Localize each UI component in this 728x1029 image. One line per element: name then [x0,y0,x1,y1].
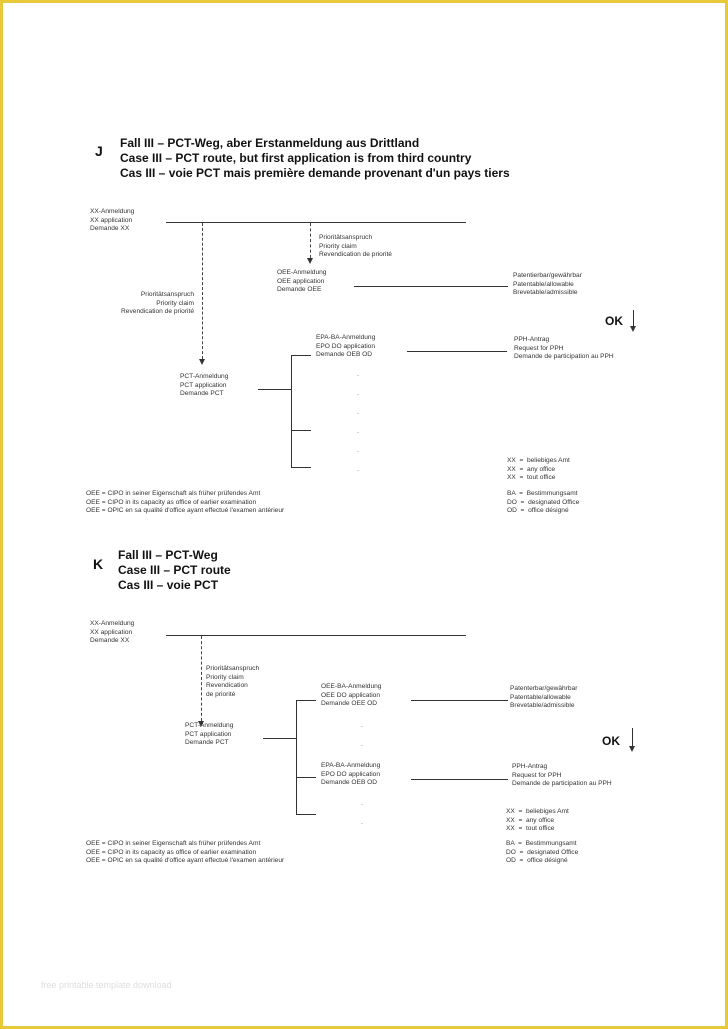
k-xx-application-label: XX-Anmeldung XX application Demande XX [90,620,135,645]
k-epa-application-label: EPA-BA-Anmeldung EPO DO application Demande OEB OD [321,762,381,787]
k-oee-ba-application-label: OEE-BA-Anmeldung OEE DO application Demande OEE OD [321,683,382,708]
section-k-title-en: Case III – PCT route [118,563,231,577]
k-continuation-dots-b: . . [361,800,363,826]
section-k-title [118,548,418,593]
section-j-title-de: Fall III – PCT-Weg, aber Erstanmeldung aus Drittland [120,136,420,150]
j-legend-oee: OEE = CIPO in seiner Eigenschaft als früher prüfendes Amt OEE = CIPO in its capacity as office of earlier examination OEE = OPIC en sa qualité d'office ayant effectué l'examen antérieur [86,490,285,515]
k-continuation-dots-a: . . [361,722,363,748]
k-pct-branch-trunk [296,700,297,814]
k-pph-request-label: PPH-Antrag Request for PPH Demande de participation au PPH [512,763,612,788]
j-legend-ba: BA = Bestimmungsamt DO = designated Office OD = office désigné [507,490,580,515]
k-oee-ba-timeline [411,700,508,701]
j-ok-arrow-icon [630,326,636,332]
k-legend-xx: XX = beliebiges Amt XX = any office XX = tout office [506,808,569,833]
section-j-title [120,136,680,181]
j-ok-arrow-line [633,310,634,326]
j-branch-2 [291,430,311,431]
j-branch-1 [291,355,311,356]
k-xx-timeline [166,635,466,636]
section-k-letter: K [93,556,104,572]
k-branch-1 [296,700,316,701]
k-ok-arrow-line [632,728,633,746]
k-pct-connector [263,738,296,739]
k-priority-dashed-line [201,636,202,721]
j-epa-timeline [407,351,507,352]
k-legend-ba: BA = Bestimmungsamt DO = designated Office OD = office désigné [506,840,579,865]
k-ok-label: OK [602,734,620,748]
j-priority-arrow-right [307,258,313,264]
j-pph-request-label: PPH-Antrag Request for PPH Demande de participation au PPH [514,336,614,361]
j-priority-claim-right-label: Prioritätsanspruch Priority claim Revendication de priorité [319,234,392,259]
j-xx-application-label: XX-Anmeldung XX application Demande XX [90,208,135,233]
watermark: free printable template download [41,980,172,990]
j-continuation-dots: . . . . . . [357,371,359,473]
k-ok-arrow-icon [629,746,635,752]
k-epa-timeline [411,779,508,780]
j-patentable-label: Patentierbar/gewährbar Patentable/allowable Brevetable/admissible [513,272,582,297]
section-k-title-fr: Cas III – voie PCT [118,578,219,592]
section-j-letter: J [95,143,103,159]
section-j-title-fr: Cas III – voie PCT mais première demande provenant d'un pays tiers [120,166,510,180]
j-priority-claim-left-label: Prioritätsanspruch Priority claim Revendication de priorité [121,291,194,316]
section-j-title-en: Case III – PCT route, but first application is from third country [120,151,472,165]
j-pct-branch-trunk [291,355,292,467]
j-oee-timeline [354,286,508,287]
k-legend-oee: OEE = CIPO in seiner Eigenschaft als früher prüfendes Amt OEE = CIPO in its capacity as office of earlier examination OEE = OPIC en sa qualité d'office ayant effectué l'examen antérieur [86,840,285,865]
j-pct-application-label: PCT-Anmeldung PCT application Demande PCT [180,373,229,398]
j-ok-label: OK [605,314,623,328]
j-xx-timeline [166,222,466,223]
j-epa-application-label: EPA-BA-Anmeldung EPO DO application Demande OEB OD [316,334,376,359]
j-priority-arrow-left [199,359,205,365]
k-pct-application-label: PCT-Anmeldung PCT application Demande PCT [185,722,234,747]
j-legend-xx: XX = beliebiges Amt XX = any office XX = tout office [507,457,570,482]
j-branch-3 [291,467,311,468]
j-pct-connector [258,389,291,390]
j-priority-dashed-line-left [202,223,203,359]
k-patentable-label: Patenterbar/gewährbar Patentable/allowable Brevetable/admissible [510,685,578,710]
j-oee-application-label: OEE-Anmeldung OEE application Demande OEE [277,269,327,294]
k-branch-2 [296,777,316,778]
k-branch-3 [296,814,316,815]
j-priority-dashed-line-right [310,223,311,258]
section-k-title-de: Fall III – PCT-Weg [118,548,218,562]
k-priority-claim-label: Prioritätsanspruch Priority claim Revendication de priorité [206,665,260,698]
